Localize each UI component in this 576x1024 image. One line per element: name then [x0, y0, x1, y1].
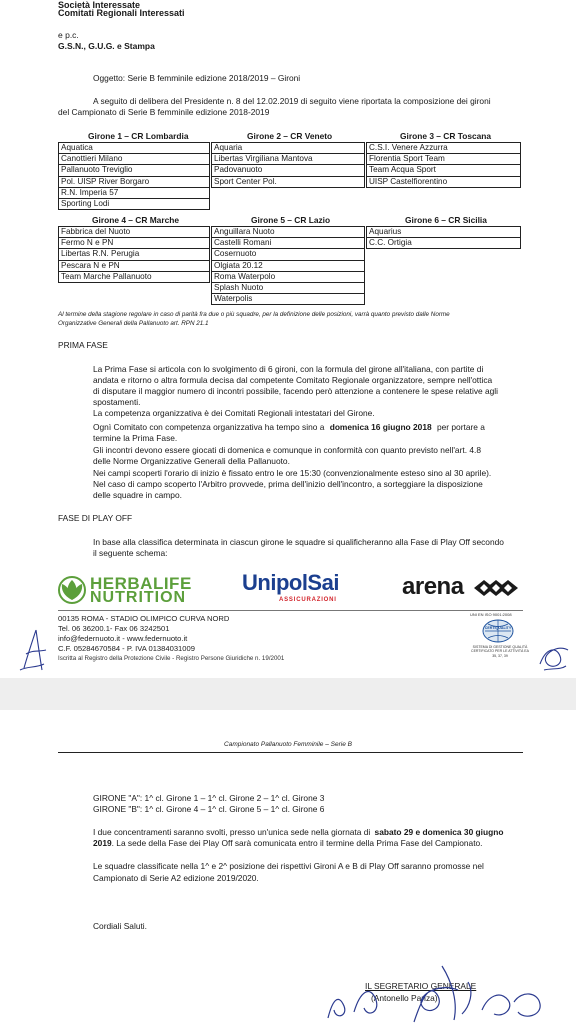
- playoff-line: In base alla classifica determinata in ciascun girone le squadre si qualificheranno alla Fase di Play Off secondo: [93, 537, 504, 547]
- tie-break-note-1: Al termine della stagione regolare in caso di parità fra due o più squadre, per la definizione delle posizioni, varrà quanto previsto dalle Norme: [58, 311, 450, 318]
- group-6-team: Aquarius: [367, 227, 521, 238]
- page-break: [0, 678, 576, 710]
- concentramenti-line-1: [93, 827, 503, 838]
- group-5-team: Roma Waterpolo: [212, 271, 365, 282]
- group-2-table: [211, 142, 365, 188]
- group-5-title: Girone 5 – CR Lazio: [251, 215, 331, 225]
- playoff-line: il seguente schema:: [93, 548, 168, 558]
- concentramenti-year: 2019: [93, 838, 112, 848]
- cc-recipients: G.S.N., G.U.G. e Stampa: [58, 41, 155, 51]
- recipient-line-2: Comitati Regionali Interessati: [58, 8, 185, 18]
- group-6-title: Girone 6 – CR Sicilia: [405, 215, 487, 225]
- concentramenti-line-2: [93, 838, 483, 849]
- group-3-team: Florentia Sport Team: [367, 154, 521, 165]
- playoff-title: FASE DI PLAY OFF: [58, 513, 133, 523]
- prima-fase-line: Nei campi scoperti l'orario di inizio è fissato entro le ore 15:30 (convenzionalmente esteso sino al 30 aprile).: [93, 468, 492, 478]
- footer-tel: Tel. 06 36200.1- Fax 06 3242501: [58, 624, 170, 633]
- signature-name: (Antonello Panza): [371, 993, 438, 1003]
- cert-sub-text: SISTEMA DI GESTIONE QUALITÀ CERTIFICATO PER LE ATTIVITÀ EA 35, 37, 39: [471, 645, 529, 658]
- subject-line: Oggetto: Serie B femminile edizione 2018/2019 – Gironi: [93, 73, 301, 83]
- group-4-title: Girone 4 – CR Marche: [92, 215, 180, 225]
- signature-title: IL SEGRETARIO GENERALE: [365, 981, 477, 991]
- group-2-team: Sport Center Pol.: [212, 176, 365, 187]
- prima-fase-title: PRIMA FASE: [58, 340, 108, 350]
- deadline-suffix: per portare a: [436, 422, 485, 432]
- group-4-team: Fabbrica del Nuoto: [59, 227, 210, 238]
- prima-fase-line: La competenza organizzativa è dei Comitati Regionali intestatari del Girone.: [93, 408, 375, 418]
- herbalife-leaf-icon: [58, 576, 86, 604]
- prima-fase-line: delle Norme Organizzative Generali della Pallanuoto.: [93, 456, 290, 466]
- group-2-team: Padovanuoto: [212, 165, 365, 176]
- prima-fase-line: delle squadre in campo.: [93, 490, 182, 500]
- certiquality-globe-icon: [482, 619, 514, 643]
- group-2-team: Libertas Virgiliana Mantova: [212, 154, 365, 165]
- recipient-line-1: Società Interessate: [58, 0, 141, 10]
- group-5-team: Anguillara Nuoto: [212, 227, 365, 238]
- intro-line-2: del Campionato di Serie B femminile edizione 2018-2019: [58, 107, 270, 117]
- group-6-team: C.C. Ortigia: [367, 238, 521, 249]
- arena-logo: [402, 573, 522, 603]
- footer-cf: C.F. 05284670584 - P. IVA 01384031009: [58, 644, 195, 653]
- handwritten-initials-right: [536, 640, 572, 676]
- group-4-team: Pescara N e PN: [59, 260, 210, 271]
- group-6-table: [366, 226, 521, 249]
- tie-break-note-2: Organizzative Generali della Pallanuoto art. RPN 21.1: [58, 320, 209, 327]
- deadline-date: domenica 16 giugno 2018: [329, 422, 432, 432]
- certiquality-badge: [470, 612, 530, 662]
- group-1-team: Pol. UISP River Borgaro: [59, 176, 210, 187]
- footer-email: info@federnuoto.it - www.federnuoto.it: [58, 634, 188, 643]
- group-1-table: [58, 142, 210, 210]
- prima-fase-line: andata e ritorno o altra formula decisa dal competente Comitato Regionale organizzatore, sempre nell'ottica: [93, 375, 493, 385]
- group-5-team: Castelli Romani: [212, 238, 365, 249]
- group-1-team: Pallanuoto Treviglio: [59, 165, 210, 176]
- group-4-team: Libertas R.N. Perugia: [59, 249, 210, 260]
- herbalife-subwordmark: NUTRITION: [90, 589, 187, 606]
- group-4-team: Team Marche Pallanuoto: [59, 271, 210, 282]
- group-4-team: Fermo N e PN: [59, 238, 210, 249]
- group-3-table: [366, 142, 521, 188]
- group-3-team: Team Acqua Sport: [367, 165, 521, 176]
- group-5-team: Olgiata 20.12: [212, 260, 365, 271]
- footer-address: 00135 ROMA - STADIO OLIMPICO CURVA NORD: [58, 614, 230, 623]
- group-2-title: Girone 2 – CR Veneto: [247, 131, 333, 141]
- group-4-table: [58, 226, 210, 283]
- group-1-title: Girone 1 – CR Lombardia: [88, 131, 189, 141]
- prima-fase-line: Nel caso di campo scoperto l'Arbitro provvede, prima dell'inizio dell'incontro, a sorteggiare la disposizione: [93, 479, 483, 489]
- herbalife-logo: [58, 575, 208, 605]
- concentramenti-rest: . La sede della Fase dei Play Off sarà comunicata entro il termine della Prima Fase del Campionato.: [111, 838, 483, 848]
- playoff-group-b: GIRONE "B": 1^ cl. Girone 4 – 1^ cl. Girone 5 – 1^ cl. Girone 6: [93, 804, 325, 814]
- group-2-team: Aquaria: [212, 143, 365, 154]
- handwritten-initials-left: [18, 628, 52, 674]
- cc-label: e p.c.: [58, 30, 79, 40]
- greeting: Cordiali Saluti.: [93, 921, 147, 931]
- cert-top-text: UNI EN ISO 9001:2008: [470, 612, 512, 617]
- intro-line-1: A seguito di delibera del Presidente n. 8 del 12.02.2019 di seguito viene riportata la composizione dei gironi: [93, 96, 491, 106]
- group-1-team: Canottieri Milano: [59, 154, 210, 165]
- prima-fase-line: spostamenti.: [93, 397, 141, 407]
- herbalife-wordmark: HERBALIFE: [90, 574, 192, 593]
- handwritten-signature: [318, 962, 548, 1024]
- prima-fase-deadline-line: [93, 422, 485, 433]
- group-5-team: Waterpolis: [212, 294, 365, 305]
- concentramenti-dates: sabato 29 e domenica 30 giugno: [374, 827, 504, 837]
- group-1-team: Sporting Lodi: [59, 198, 210, 209]
- prima-fase-line: La Prima Fase si articola con lo svolgimento di 6 gironi, con la formula del girone all'italiana, con partite di: [93, 364, 484, 374]
- playoff-group-a: GIRONE "A": 1^ cl. Girone 1 – 1^ cl. Girone 2 – 1^ cl. Girone 3: [93, 793, 325, 803]
- promotion-line-2: Campionato di Serie A2 edizione 2019/2020.: [93, 873, 259, 883]
- unipolsai-sub: ASSICURAZIONI: [279, 597, 337, 603]
- concentramenti-text: I due concentramenti saranno svolti, presso un'unica sede nella giornata di: [93, 827, 371, 837]
- group-1-team: R.N. Imperia 57: [59, 187, 210, 198]
- group-3-title: Girone 3 – CR Toscana: [400, 131, 492, 141]
- group-5-team: Splash Nuoto: [212, 282, 365, 293]
- group-3-team: UISP Castelfiorentino: [367, 176, 521, 187]
- footer-divider: [58, 610, 523, 611]
- group-1-team: Aquatica: [59, 143, 210, 154]
- footer-registry: Iscritta al Registro della Protezione Civile - Registro Persone Giuridiche n. 19/2001: [58, 655, 285, 662]
- arena-diamond-icon: [472, 577, 522, 599]
- prima-fase-line: termine la Prima Fase.: [93, 433, 178, 443]
- running-header-rule: [58, 752, 523, 753]
- group-5-team: Cosernuoto: [212, 249, 365, 260]
- prima-fase-line: Gli incontri devono essere giocati di domenica e comunque in conformità con quanto previsto nell'art. 4.8: [93, 445, 481, 455]
- cert-center-text: CERTIQUALITY: [484, 626, 512, 630]
- group-3-team: C.S.I. Venere Azzurra: [367, 143, 521, 154]
- running-header: Campionato Pallanuoto Femminile – Serie B: [224, 741, 352, 748]
- unipolsai-logo: [242, 570, 362, 610]
- deadline-prefix: Ognì Comitato con competenza organizzativa ha tempo sino a: [93, 422, 325, 432]
- prima-fase-line: di disputare il maggior numero di incontri possibile, facendo però attenzione a contenere le spese relative agli: [93, 386, 499, 396]
- promotion-line-1: Le squadre classificate nella 1^ e 2^ posizione dei rispettivi Gironi A e B di Play Off saranno promosse nel: [93, 861, 484, 871]
- arena-wordmark: arena: [402, 573, 464, 600]
- group-5-table: [211, 226, 365, 305]
- unipolsai-wordmark: UnipolSai: [242, 570, 339, 595]
